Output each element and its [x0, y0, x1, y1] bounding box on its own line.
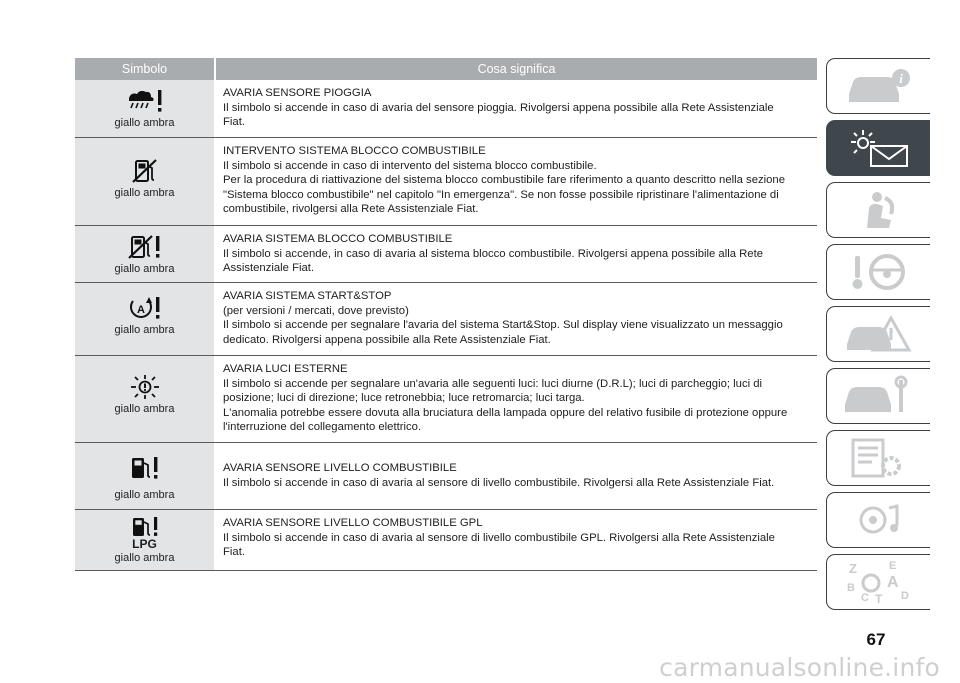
table-row — [75, 226, 817, 283]
symbol-cell — [75, 356, 214, 442]
svg-text:A: A — [136, 304, 145, 316]
header-meaning: Cosa significa — [214, 58, 817, 80]
table-row — [75, 510, 817, 571]
fuel-level-sensor-failure-icon — [127, 455, 163, 481]
fuel-cutoff-icon — [130, 158, 160, 184]
symbol-cell — [75, 443, 214, 509]
row-text: combustibile, rivolgersi alla Rete Assistenziale Fiat. — [223, 203, 479, 216]
table-row — [75, 138, 817, 226]
tab-maintenance[interactable] — [826, 368, 930, 424]
exterior-lights-failure-icon — [127, 374, 163, 400]
row-title: AVARIA SENSORE LIVELLO COMBUSTIBILE — [223, 462, 457, 474]
svg-text:C: C — [860, 592, 869, 604]
tab-starting-driving[interactable] — [826, 244, 930, 300]
row-text: Il simbolo si accende per segnalare un'avaria alle seguenti luci: luci diurne (D.R.L); luci di parcheggio; luci di — [223, 377, 763, 390]
color-label: giallo ambra — [114, 263, 175, 275]
row-title: AVARIA LUCI ESTERNE — [223, 363, 348, 375]
row-title: AVARIA SISTEMA BLOCCO COMBUSTIBILE — [223, 233, 453, 245]
svg-text:E: E — [888, 560, 896, 572]
description-cell — [214, 226, 817, 282]
row-title: AVARIA SENSORE PIOGGIA — [223, 87, 372, 99]
description-cell — [214, 138, 817, 225]
warning-lights-table — [75, 58, 817, 571]
table-header — [75, 58, 817, 80]
page-number: 67 — [866, 630, 886, 649]
row-text: l'interruzione del collegamento elettrico. — [223, 421, 422, 434]
document-gear-icon — [839, 436, 919, 480]
svg-text:T: T — [874, 592, 882, 606]
row-text: "Sistema blocco combustibile" nel capitolo "In emergenza". Se non fosse possibile ripristinare l'alimentazione di — [223, 188, 779, 201]
tab-warning-lights[interactable] — [826, 120, 930, 176]
row-title: AVARIA SENSORE LIVELLO COMBUSTIBILE GPL — [223, 517, 483, 529]
color-label: giallo ambra — [114, 489, 175, 501]
color-label: giallo ambra — [114, 403, 175, 415]
symbol-cell — [75, 80, 214, 137]
row-text: Il simbolo si accende in caso di avaria al sensore di livello combustibile GPL. Rivolgersi alla Rete Assistenziale — [223, 531, 775, 544]
row-text: Assistenziale Fiat. — [223, 262, 315, 275]
color-label: giallo ambra — [114, 187, 175, 199]
car-accident-icon — [839, 312, 919, 356]
table-row — [75, 80, 817, 138]
description-cell — [214, 443, 817, 509]
table-row — [75, 283, 817, 356]
table-row — [75, 443, 817, 510]
car-wrench-icon — [839, 374, 919, 418]
table-row — [75, 356, 817, 443]
tab-index[interactable] — [826, 554, 930, 610]
rain-sensor-warning-icon — [125, 88, 165, 114]
start-stop-failure-icon — [127, 295, 163, 321]
lpg-label: LPG — [132, 537, 157, 551]
key-steering-wheel-icon — [839, 250, 919, 294]
description-cell — [214, 356, 817, 442]
seat-airbag-icon — [839, 188, 919, 232]
svg-text:B: B — [846, 582, 855, 594]
row-text: L'anomalia potrebbe essere dovuta alla bruciatura della lampada oppure del relativo fusibile di protezione oppure — [223, 406, 788, 419]
warning-light-message-icon — [839, 126, 919, 170]
color-label: giallo ambra — [114, 324, 175, 336]
row-text: dedicato. Rivolgersi appena possibile alla Rete Assistenziale Fiat. — [223, 333, 551, 346]
car-info-icon — [839, 64, 919, 108]
multimedia-icon — [839, 498, 919, 542]
svg-text:i: i — [898, 71, 903, 86]
symbol-cell — [75, 226, 214, 282]
row-text: Il simbolo si accende in caso di avaria del sensore pioggia. Rivolgersi appena possibile alla Rete Assistenziale — [223, 101, 774, 114]
row-text: Il simbolo si accende per segnalare l'avaria del sistema Start&Stop. Sul display viene visualizzato un messaggio — [223, 319, 783, 332]
row-text: posizione; luci di direzione; luce retronebbia; luce retromarcia; luci targa. — [223, 392, 585, 405]
watermark: carmanualsonline.info — [659, 653, 940, 682]
header-symbol: Simbolo — [121, 62, 168, 76]
svg-text:D: D — [900, 590, 909, 602]
tab-emergency[interactable] — [826, 306, 930, 362]
row-text: (per versioni / mercati, dove previsto) — [223, 304, 409, 317]
symbol-cell — [75, 138, 214, 225]
svg-text:Z: Z — [848, 561, 857, 576]
tab-safety[interactable] — [826, 182, 930, 238]
description-cell — [214, 80, 817, 137]
row-text: Fiat. — [223, 546, 245, 559]
tab-technical-data[interactable] — [826, 430, 930, 486]
fuel-cutoff-failure-icon — [127, 234, 163, 260]
row-title: AVARIA SISTEMA START&STOP — [223, 290, 392, 302]
row-text: Il simbolo si accende, in caso di avaria al sistema blocco combustibile. Rivolgersi appena possibile alla Rete — [223, 247, 764, 260]
row-text: Fiat. — [223, 116, 245, 129]
row-text: Il simbolo si accende in caso di intervento del sistema blocco combustibile. — [223, 159, 597, 172]
description-cell — [214, 283, 817, 355]
tab-car-info[interactable] — [826, 58, 930, 114]
description-cell — [214, 510, 817, 570]
color-label: giallo ambra — [114, 552, 175, 564]
symbol-cell — [75, 283, 214, 355]
tab-multimedia[interactable] — [826, 492, 930, 548]
alphabetical-index-icon — [839, 557, 919, 607]
row-text: Per la procedura di riattivazione del sistema blocco combustibile fare riferimento a quanto descritto nella sezione — [223, 174, 785, 187]
svg-text:A: A — [886, 574, 899, 591]
color-label: giallo ambra — [114, 117, 175, 129]
row-title: INTERVENTO SISTEMA BLOCCO COMBUSTIBILE — [223, 145, 486, 157]
symbol-cell — [75, 510, 214, 570]
row-text: Il simbolo si accende in caso di avaria al sensore di livello combustibile. Rivolgersi alla Rete Assistenziale Fiat. — [223, 476, 775, 489]
